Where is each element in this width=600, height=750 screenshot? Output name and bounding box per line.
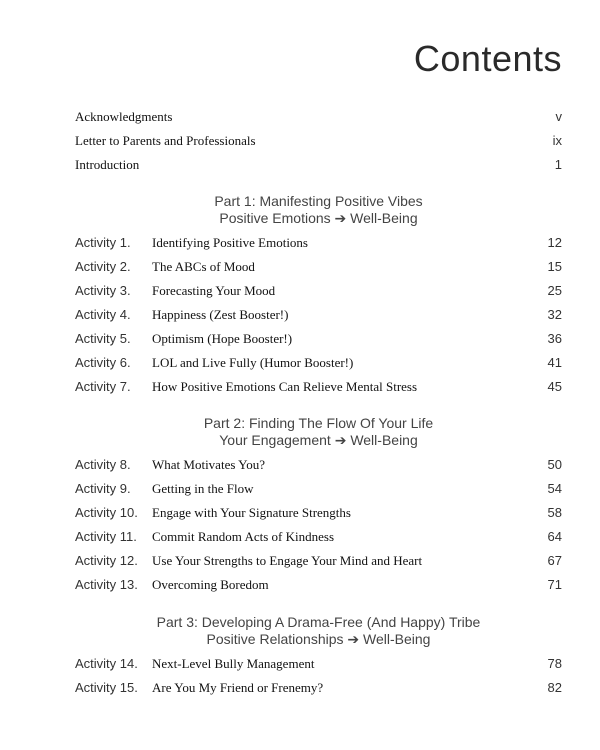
toc-entry-title: Happiness (Zest Booster!) [152, 307, 289, 322]
toc-entry-title: Next-Level Bully Management [152, 656, 315, 671]
activity-label: Activity 15. [75, 680, 138, 695]
part-subtitle: Positive Emotions ➔ Well-Being [219, 210, 418, 226]
toc-entry-page: 78 [547, 656, 562, 671]
toc-entry-page: 67 [547, 553, 562, 568]
toc-entry-title: How Positive Emotions Can Relieve Mental Stress [152, 379, 418, 394]
toc-entry-letter[interactable] [75, 133, 562, 153]
toc-entry-page: ix [552, 133, 562, 148]
toc-entry-activity-1[interactable] [75, 235, 562, 255]
part-3-heading [75, 614, 562, 648]
toc-entry-page: v [555, 109, 562, 124]
activity-label: Activity 14. [75, 656, 138, 671]
activity-label: Activity 2. [75, 259, 131, 274]
toc-entry-activity-10[interactable] [75, 505, 562, 525]
part-2-heading [75, 415, 562, 449]
toc-entry-page: 32 [547, 307, 562, 322]
activity-label: Activity 1. [75, 235, 131, 250]
toc-entry-title: Engage with Your Signature Strengths [152, 505, 351, 520]
toc-entry-title: The ABCs of Mood [152, 259, 255, 274]
toc-entry-page: 58 [547, 505, 562, 520]
toc-entry-page: 36 [547, 331, 562, 346]
toc-entry-acknowledgments[interactable] [75, 109, 562, 129]
toc-entry-activity-13[interactable] [75, 577, 562, 597]
toc-entry-title: Acknowledgments [75, 109, 173, 124]
activity-label: Activity 8. [75, 457, 131, 472]
toc-entry-activity-6[interactable] [75, 355, 562, 375]
toc-entry-activity-7[interactable] [75, 379, 562, 399]
toc-entry-activity-15[interactable] [75, 680, 562, 700]
toc-entry-title: Letter to Parents and Professionals [75, 133, 256, 148]
toc-entry-page: 64 [547, 529, 562, 544]
toc-entry-title: Are You My Friend or Frenemy? [152, 680, 324, 695]
page-title: Contents [413, 38, 562, 79]
toc-entry-title: Use Your Strengths to Engage Your Mind and Heart [152, 553, 423, 568]
activity-label: Activity 9. [75, 481, 131, 496]
toc-entry-page: 41 [547, 355, 562, 370]
toc-entry-activity-4[interactable] [75, 307, 562, 327]
toc-entry-title: Introduction [75, 157, 140, 172]
toc-entry-page: 1 [554, 157, 562, 172]
toc-entry-page: 45 [547, 379, 562, 394]
toc-entry-page: 50 [547, 457, 562, 472]
toc-entry-title: What Motivates You? [152, 457, 266, 472]
toc-entry-page: 82 [547, 680, 562, 695]
activity-label: Activity 4. [75, 307, 131, 322]
toc-entry-activity-3[interactable] [75, 283, 562, 303]
toc-entry-page: 54 [547, 481, 562, 496]
toc-entry-page: 15 [547, 259, 562, 274]
toc-entry-title: Getting in the Flow [152, 481, 254, 496]
toc-entry-page: 12 [547, 235, 562, 250]
part-subtitle: Positive Relationships ➔ Well-Being [206, 631, 431, 647]
toc-entry-page: 71 [547, 577, 562, 592]
activity-label: Activity 7. [75, 379, 131, 394]
part-title: Part 2: Finding The Flow Of Your Life [203, 415, 434, 431]
toc-entry-title: Commit Random Acts of Kindness [152, 529, 334, 544]
toc-entry-activity-9[interactable] [75, 481, 562, 501]
part-title: Part 1: Manifesting Positive Vibes [214, 193, 423, 209]
activity-label: Activity 12. [75, 553, 138, 568]
toc-entry-title: Optimism (Hope Booster!) [152, 331, 293, 346]
part-subtitle: Your Engagement ➔ Well-Being [219, 432, 418, 448]
activity-label: Activity 11. [75, 529, 137, 544]
activity-label: Activity 3. [75, 283, 131, 298]
activity-label: Activity 10. [75, 505, 138, 520]
toc-entry-activity-12[interactable] [75, 553, 562, 573]
part-title: Part 3: Developing A Drama-Free (And Happy) Tribe [156, 614, 481, 630]
toc-entry-activity-14[interactable] [75, 656, 562, 676]
toc-entry-activity-11[interactable] [75, 529, 562, 549]
toc-entry-title: Forecasting Your Mood [152, 283, 276, 298]
toc-entry-activity-5[interactable] [75, 331, 562, 351]
activity-label: Activity 5. [75, 331, 131, 346]
activity-label: Activity 6. [75, 355, 131, 370]
toc-entry-title: Overcoming Boredom [152, 577, 269, 592]
toc-entry-activity-2[interactable] [75, 259, 562, 279]
part-1-heading [75, 193, 562, 227]
activity-label: Activity 13. [75, 577, 138, 592]
toc-entry-page: 25 [547, 283, 562, 298]
toc-entry-title: Identifying Positive Emotions [152, 235, 308, 250]
toc-entry-activity-8[interactable] [75, 457, 562, 477]
toc-entry-introduction[interactable] [75, 157, 562, 177]
toc-entry-title: LOL and Live Fully (Humor Booster!) [152, 355, 354, 370]
